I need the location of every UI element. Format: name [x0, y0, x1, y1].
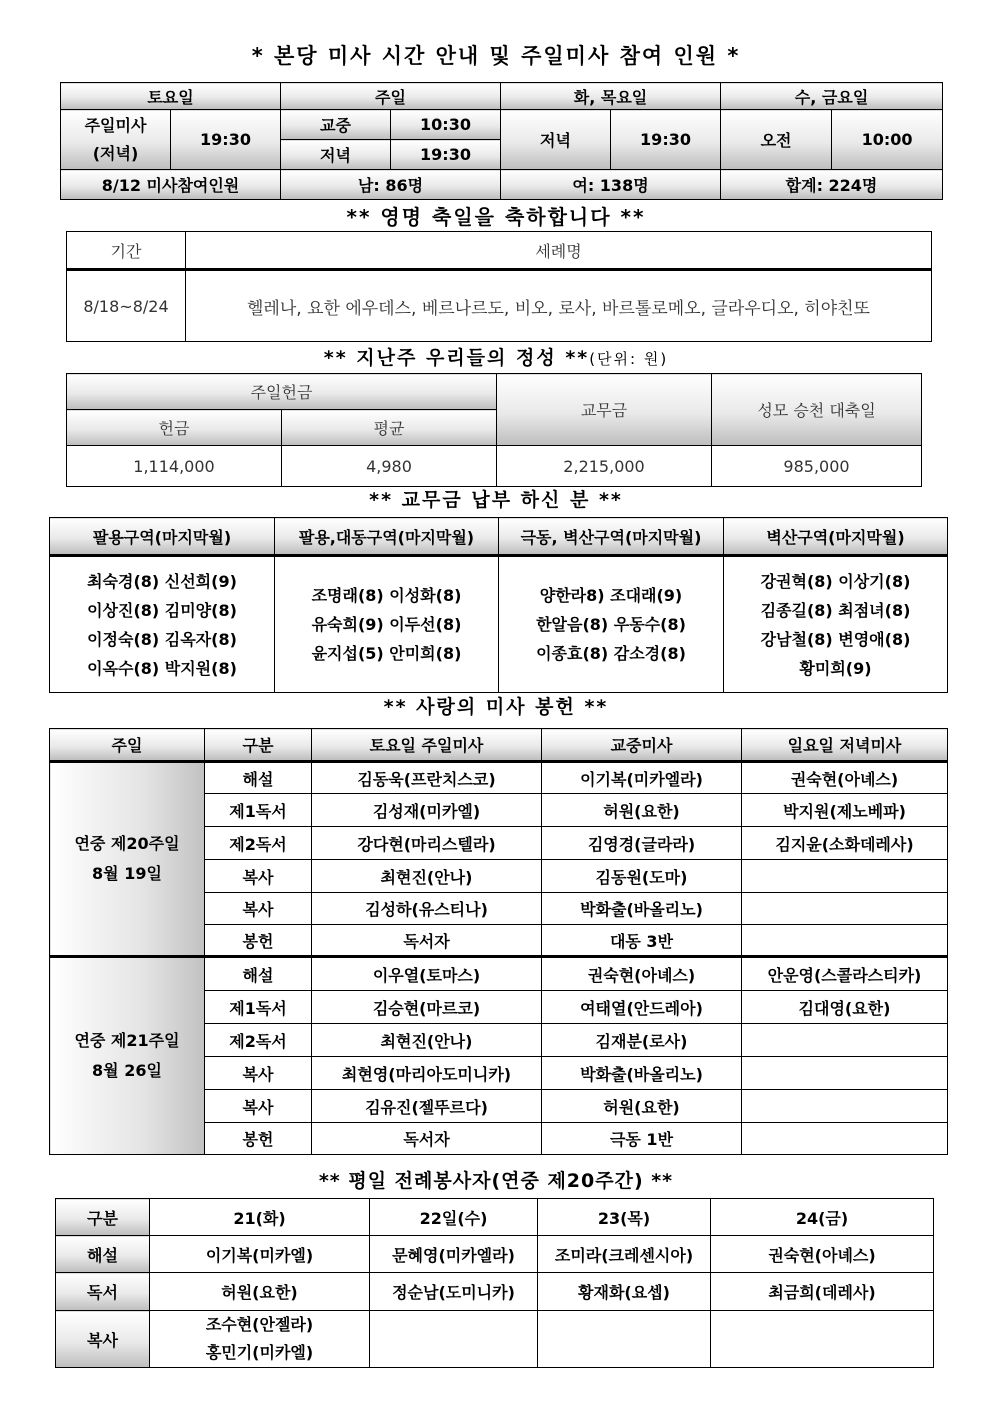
dues-entry: 최숙경(8) 신선희(9): [87, 571, 237, 591]
offering-header-dues: 교무금: [497, 374, 712, 446]
week-20-label: [50, 762, 205, 957]
role-cell: 봉헌: [205, 925, 312, 957]
dues-entry: 이정숙(8) 김옥자(8): [87, 629, 237, 649]
main-cell: 극동 1반: [542, 1123, 742, 1155]
saturday-cell: 독서자: [312, 925, 542, 957]
saturday-cell: 최현진(안나): [312, 1024, 542, 1057]
evening-cell: 박지원(제노베파): [742, 794, 948, 827]
offering-value-feast: 985,000: [712, 446, 922, 487]
saturday-cell: 최현진(안나): [312, 860, 542, 893]
weekday-role: 독서: [56, 1273, 150, 1311]
tue-thu-label: 저녁: [501, 110, 611, 170]
dues-entry: 조명래(8) 이성화(8): [311, 586, 462, 605]
saturday-cell: 김유진(젤뚜르다): [312, 1090, 542, 1123]
dues-entry: 황미희(9): [799, 658, 872, 678]
saturday-cell: 김동욱(프란치스코): [312, 762, 542, 794]
offering-section-title: [0, 343, 992, 370]
saturday-label: [61, 110, 171, 170]
tue-thu-time: 19:30: [611, 110, 721, 170]
service-header-evening: 일요일 저녁미사: [742, 729, 948, 762]
offering-header-feast: 성모 승천 대축일: [712, 374, 922, 446]
dues-section-title: ** 교무금 납부 하신 분 **: [369, 489, 623, 511]
dues-entry: 강권혁(8) 이상기(8): [760, 571, 911, 591]
attendance-total: 합계: 224명: [721, 170, 943, 200]
saturday-time: 19:30: [171, 110, 281, 170]
role-cell: 제1독서: [205, 991, 312, 1024]
attendance-date: 8/12 미사참여인원: [61, 170, 281, 200]
offering-header-group: 주일헌금: [67, 374, 497, 410]
dues-entry: 한알음(8) 우동수(8): [536, 615, 686, 634]
evening-cell: 김지윤(소화데레사): [742, 827, 948, 860]
role-cell: 복사: [205, 1090, 312, 1123]
main-cell: 김동원(도마): [542, 860, 742, 893]
mass-times-table: [60, 82, 943, 200]
weekday-cell-line: 홍민기(미카엘): [205, 1343, 314, 1362]
evening-cell: [742, 860, 948, 893]
main-cell: 허원(요한): [542, 794, 742, 827]
mass-section-title: * 본당 미사 시간 안내 및 주일미사 참여 인원 *: [251, 44, 741, 68]
sunday-time-1: 10:30: [391, 110, 501, 140]
attendance-female: 여: 138명: [501, 170, 721, 200]
week-date: 8월 19일: [92, 864, 162, 883]
main-cell: 허원(요한): [542, 1090, 742, 1123]
saturday-cell: 김성재(미카엘): [312, 794, 542, 827]
dues-entry: 양한라8) 조대래(9): [539, 586, 683, 605]
dues-entry: 윤지섭(5) 안미희(8): [311, 644, 462, 663]
feast-table: [66, 231, 932, 342]
evening-cell: [742, 1024, 948, 1057]
saturday-cell: 이우열(토마스): [312, 957, 542, 991]
evening-cell: [742, 925, 948, 957]
dues-header-1: 팔용구역(마지막월): [50, 518, 275, 556]
weekday-header-role: 구분: [56, 1199, 150, 1236]
attendance-male: 남: 86명: [281, 170, 501, 200]
evening-cell: 김대영(요한): [742, 991, 948, 1024]
feast-header-names: 세례명: [186, 232, 932, 270]
evening-cell: [742, 1123, 948, 1155]
main-cell: 이기복(미카엘라): [542, 762, 742, 794]
weekday-header-thu: 23(목): [538, 1199, 711, 1236]
saturday-cell: 김승현(마르코): [312, 991, 542, 1024]
main-cell: 김영경(글라라): [542, 827, 742, 860]
weekday-header-tue: 21(화): [150, 1199, 370, 1236]
evening-cell: [742, 893, 948, 925]
wed-fri-time: 10:00: [832, 110, 943, 170]
weekday-section-title: ** 평일 전례봉사자(연중 제20주간) **: [318, 1170, 674, 1192]
dues-entry: 이상진(8) 김미양(8): [87, 600, 237, 620]
header-wed-fri: 수, 금요일: [721, 83, 943, 110]
service-header-week: 주일: [50, 729, 205, 762]
role-cell: 봉헌: [205, 1123, 312, 1155]
role-cell: 제2독서: [205, 1024, 312, 1057]
role-cell: 복사: [205, 860, 312, 893]
weekday-header-wed: 22일(수): [370, 1199, 538, 1236]
evening-cell: [742, 1090, 948, 1123]
role-cell: 제2독서: [205, 827, 312, 860]
weekday-cell: [538, 1311, 711, 1368]
weekday-cell: [711, 1311, 934, 1368]
wed-fri-label: 오전: [721, 110, 832, 170]
role-cell: 해설: [205, 957, 312, 991]
service-section-title: ** 사랑의 미사 봉헌 **: [383, 696, 609, 718]
feast-section-title: ** 영명 축일을 축하합니다 **: [346, 205, 646, 229]
main-cell: 박화출(바올리노): [542, 893, 742, 925]
main-cell: 대동 3반: [542, 925, 742, 957]
sunday-time-2: 19:30: [391, 140, 501, 170]
dues-column-1: [50, 556, 275, 693]
main-cell: 박화출(바올리노): [542, 1057, 742, 1090]
header-tue-thu: 화, 목요일: [501, 83, 721, 110]
weekday-cell: 이기복(미카엘): [150, 1236, 370, 1273]
offering-header-amount: 헌금: [67, 410, 282, 446]
sunday-label-2: 저녁: [281, 140, 391, 170]
offering-value-dues: 2,215,000: [497, 446, 712, 487]
saturday-cell: 독서자: [312, 1123, 542, 1155]
service-table: [49, 728, 948, 1155]
week-name: 연중 제20주일: [74, 834, 180, 853]
weekday-altar-cell: [150, 1311, 370, 1368]
evening-cell: [742, 1057, 948, 1090]
evening-cell: 안운영(스콜라스티카): [742, 957, 948, 991]
dues-header-2: 팔용,대동구역(마지막월): [275, 518, 499, 556]
feast-period: 8/18~8/24: [67, 270, 186, 342]
sunday-label-1: 교중: [281, 110, 391, 140]
offering-title-text: ** 지난주 우리들의 정성 **: [323, 347, 590, 369]
weekday-cell: 황재화(요셉): [538, 1273, 711, 1311]
weekday-cell: 허원(요한): [150, 1273, 370, 1311]
week-date: 8월 26일: [92, 1061, 162, 1080]
saturday-label-line1: 주일미사: [84, 115, 147, 135]
header-sunday: 주일: [281, 83, 501, 110]
feast-header-period: 기간: [67, 232, 186, 270]
weekday-role: 해설: [56, 1236, 150, 1273]
role-cell: 해설: [205, 762, 312, 794]
offering-value-amount: 1,114,000: [67, 446, 282, 487]
dues-entry: 이옥수(8) 박지원(8): [87, 658, 237, 678]
main-cell: 여태열(안드레아): [542, 991, 742, 1024]
dues-entry: 강남철(8) 변영애(8): [760, 629, 911, 649]
weekday-cell: 정순남(도미니카): [370, 1273, 538, 1311]
dues-column-4: [724, 556, 948, 693]
weekday-cell: 문혜영(미카엘라): [370, 1236, 538, 1273]
week-21-label: [50, 957, 205, 1155]
offering-header-average: 평균: [282, 410, 497, 446]
feast-names: 헬레나, 요한 에우데스, 베르나르도, 비오, 로사, 바르톨로메오, 글라우디오, 히야친또: [186, 270, 932, 342]
saturday-label-line2: (저녁): [92, 143, 139, 163]
dues-column-3: [499, 556, 724, 693]
weekday-table: [55, 1198, 934, 1368]
dues-entry: 이종효(8) 감소경(8): [536, 644, 686, 663]
header-saturday: 토요일: [61, 83, 281, 110]
weekday-cell-line: 조수현(안젤라): [205, 1315, 314, 1334]
saturday-cell: 강다현(마리스텔라): [312, 827, 542, 860]
weekday-cell: 조미라(크레센시아): [538, 1236, 711, 1273]
saturday-cell: 김성하(유스티나): [312, 893, 542, 925]
week-name: 연중 제21주일: [74, 1031, 180, 1050]
dues-header-4: 벽산구역(마지막월): [724, 518, 948, 556]
offering-unit: (단위: 원): [589, 350, 669, 368]
service-header-role: 구분: [205, 729, 312, 762]
dues-entry: 유숙희(9) 이두선(8): [311, 615, 462, 634]
evening-cell: 권숙현(아녜스): [742, 762, 948, 794]
main-cell: 권숙현(아녜스): [542, 957, 742, 991]
weekday-role: 복사: [56, 1311, 150, 1368]
weekday-cell: 권숙현(아녜스): [711, 1236, 934, 1273]
dues-header-3: 극동, 벽산구역(마지막월): [499, 518, 724, 556]
role-cell: 복사: [205, 893, 312, 925]
offering-table: [66, 373, 922, 487]
saturday-cell: 최현영(마리아도미니카): [312, 1057, 542, 1090]
dues-entry: 김종길(8) 최점녀(8): [760, 600, 911, 620]
dues-column-2: [275, 556, 499, 693]
role-cell: 제1독서: [205, 794, 312, 827]
role-cell: 복사: [205, 1057, 312, 1090]
weekday-cell: [370, 1311, 538, 1368]
dues-table: [49, 517, 948, 693]
main-cell: 김재분(로사): [542, 1024, 742, 1057]
weekday-cell: 최금희(데레사): [711, 1273, 934, 1311]
service-header-main: 교중미사: [542, 729, 742, 762]
offering-value-average: 4,980: [282, 446, 497, 487]
service-header-saturday: 토요일 주일미사: [312, 729, 542, 762]
weekday-header-fri: 24(금): [711, 1199, 934, 1236]
